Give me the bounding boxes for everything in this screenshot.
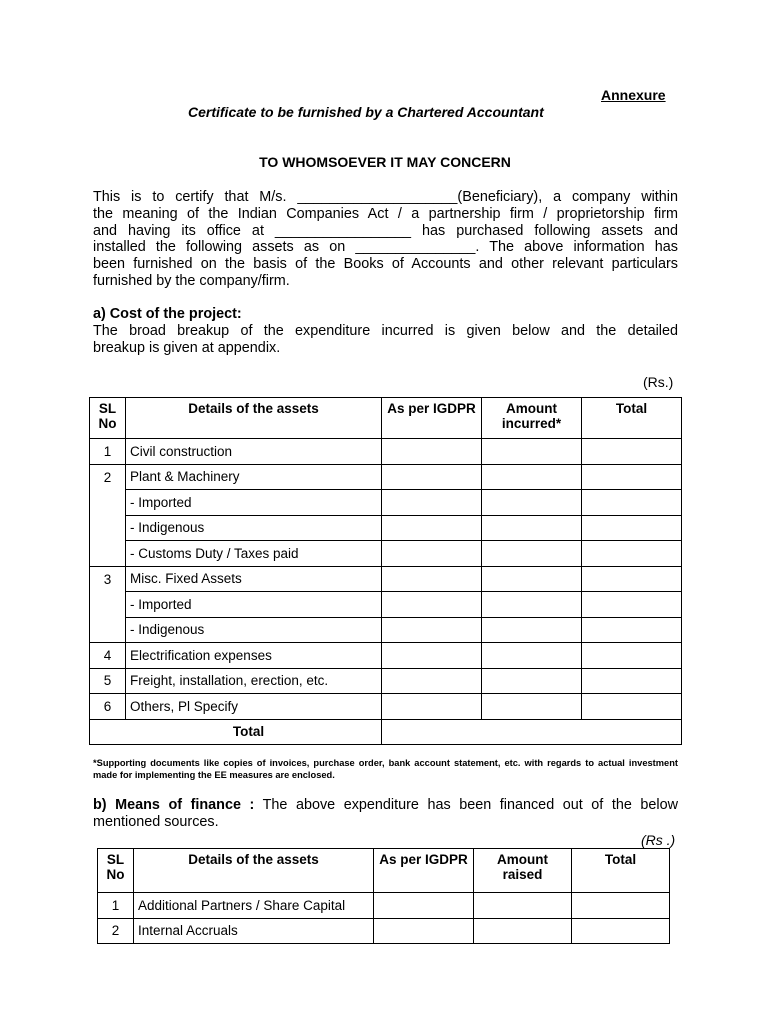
asset-label: - Imported	[126, 592, 382, 618]
table-row	[90, 592, 682, 618]
currency-label-b: (Rs .)	[641, 832, 676, 848]
igdpr-cell[interactable]	[382, 668, 482, 694]
header-total: Total	[582, 398, 682, 439]
header-igdpr: As per IGDPR	[382, 398, 482, 439]
intro-line: furnished by the company/firm.	[93, 272, 290, 289]
header-details: Details of the assets	[134, 849, 374, 893]
asset-label: Civil construction	[126, 439, 382, 465]
intro-line: This is to certify that M/s. ____________________(Beneficiary), a company within	[93, 189, 678, 205]
header-igdpr: As per IGDPR	[374, 849, 474, 893]
table-row	[90, 464, 682, 490]
section-a-heading: a) Cost of the project:	[93, 306, 242, 322]
section-b-line	[93, 797, 678, 814]
igdpr-cell[interactable]	[382, 464, 482, 490]
amount-cell[interactable]	[474, 893, 572, 919]
igdpr-cell[interactable]	[382, 490, 482, 516]
table-row	[90, 541, 682, 567]
intro-line: and having its office at _________________ has purchased following assets and	[93, 222, 678, 239]
section-b-text: The above expenditure has been financed out of the below	[254, 797, 678, 813]
total-row	[90, 719, 682, 745]
header-details: Details of the assets	[126, 398, 382, 439]
total-cell[interactable]	[572, 893, 670, 919]
amount-cell[interactable]	[482, 592, 582, 618]
asset-label: Others, Pl Specify	[126, 694, 382, 720]
amount-cell[interactable]	[482, 439, 582, 465]
section-b-heading: b) Means of finance :	[93, 797, 255, 813]
igdpr-cell[interactable]	[382, 643, 482, 669]
footnote: *Supporting documents like copies of invoices, purchase order, bank account statement, etc. with regards to actual investment made for implementing the EE measures are enclosed.	[93, 758, 678, 780]
igdpr-cell[interactable]	[382, 566, 482, 592]
total-value-cell[interactable]	[382, 719, 682, 745]
table-header-row	[98, 849, 670, 893]
total-cell[interactable]	[582, 592, 682, 618]
sl-cell: 2	[90, 464, 126, 566]
amount-cell[interactable]	[482, 694, 582, 720]
table-row	[90, 694, 682, 720]
total-cell[interactable]	[582, 643, 682, 669]
sl-cell: 4	[90, 643, 126, 669]
igdpr-cell[interactable]	[374, 893, 474, 919]
total-cell[interactable]	[572, 918, 670, 944]
igdpr-cell[interactable]	[382, 694, 482, 720]
table-row	[90, 439, 682, 465]
header-amount: Amount incurred*	[482, 398, 582, 439]
igdpr-cell[interactable]	[382, 592, 482, 618]
total-cell[interactable]	[582, 617, 682, 643]
amount-cell[interactable]	[482, 515, 582, 541]
amount-cell[interactable]	[482, 464, 582, 490]
total-cell[interactable]	[582, 464, 682, 490]
section-a	[93, 306, 678, 356]
igdpr-cell[interactable]	[382, 541, 482, 567]
sl-cell: 6	[90, 694, 126, 720]
igdpr-cell[interactable]	[382, 439, 482, 465]
table-header-row	[90, 398, 682, 439]
asset-label: Electrification expenses	[126, 643, 382, 669]
sl-cell: 1	[90, 439, 126, 465]
header-amount: Amount raised	[474, 849, 572, 893]
table-row	[98, 918, 670, 944]
igdpr-cell[interactable]	[382, 515, 482, 541]
total-cell[interactable]	[582, 566, 682, 592]
igdpr-cell[interactable]	[382, 617, 482, 643]
total-cell[interactable]	[582, 668, 682, 694]
section-b	[93, 797, 678, 831]
header-sl: SL No	[90, 398, 126, 439]
cost-table	[89, 397, 682, 745]
amount-cell[interactable]	[482, 668, 582, 694]
asset-label: - Customs Duty / Taxes paid	[126, 541, 382, 567]
intro-paragraph	[93, 189, 678, 290]
sl-cell: 5	[90, 668, 126, 694]
amount-cell[interactable]	[482, 490, 582, 516]
finance-table	[97, 848, 670, 944]
amount-cell[interactable]	[482, 541, 582, 567]
total-cell[interactable]	[582, 694, 682, 720]
amount-cell[interactable]	[482, 566, 582, 592]
section-a-line: The broad breakup of the expenditure incurred is given below and the detailed	[93, 322, 678, 339]
table-row	[90, 490, 682, 516]
table-row	[98, 893, 670, 919]
sl-cell: 2	[98, 918, 134, 944]
asset-label: Plant & Machinery	[126, 464, 382, 490]
total-label: Total	[90, 719, 382, 745]
table-row	[90, 643, 682, 669]
amount-cell[interactable]	[482, 617, 582, 643]
asset-label: Freight, installation, erection, etc.	[126, 668, 382, 694]
sl-cell: 1	[98, 893, 134, 919]
source-label: Additional Partners / Share Capital	[134, 893, 374, 919]
concern-heading: TO WHOMSOEVER IT MAY CONCERN	[259, 154, 511, 170]
header-sl: SL No	[98, 849, 134, 893]
intro-line: been furnished on the basis of the Books of Accounts and other relevant particulars	[93, 256, 678, 273]
asset-label: - Imported	[126, 490, 382, 516]
amount-cell[interactable]	[482, 643, 582, 669]
asset-label: - Indigenous	[126, 617, 382, 643]
total-cell[interactable]	[582, 541, 682, 567]
header-total: Total	[572, 849, 670, 893]
table-row	[90, 617, 682, 643]
table-row	[90, 668, 682, 694]
asset-label: Misc. Fixed Assets	[126, 566, 382, 592]
source-label: Internal Accruals	[134, 918, 374, 944]
total-cell[interactable]	[582, 515, 682, 541]
currency-label-a: (Rs.)	[643, 374, 674, 390]
table-row	[90, 566, 682, 592]
intro-line: installed the following assets as on _______________. The above information has	[93, 239, 678, 256]
amount-cell[interactable]	[474, 918, 572, 944]
annexure-label: Annexure	[601, 87, 666, 103]
total-cell[interactable]	[582, 439, 682, 465]
sl-cell: 3	[90, 566, 126, 643]
asset-label: - Indigenous	[126, 515, 382, 541]
table-row	[90, 515, 682, 541]
section-a-line: breakup is given at appendix.	[93, 339, 281, 356]
total-cell[interactable]	[582, 490, 682, 516]
section-b-line: mentioned sources.	[93, 813, 219, 830]
intro-line: the meaning of the Indian Companies Act / a partnership firm / proprietorship firm	[93, 205, 678, 222]
igdpr-cell[interactable]	[374, 918, 474, 944]
certificate-title: Certificate to be furnished by a Chartered Accountant	[188, 104, 544, 120]
